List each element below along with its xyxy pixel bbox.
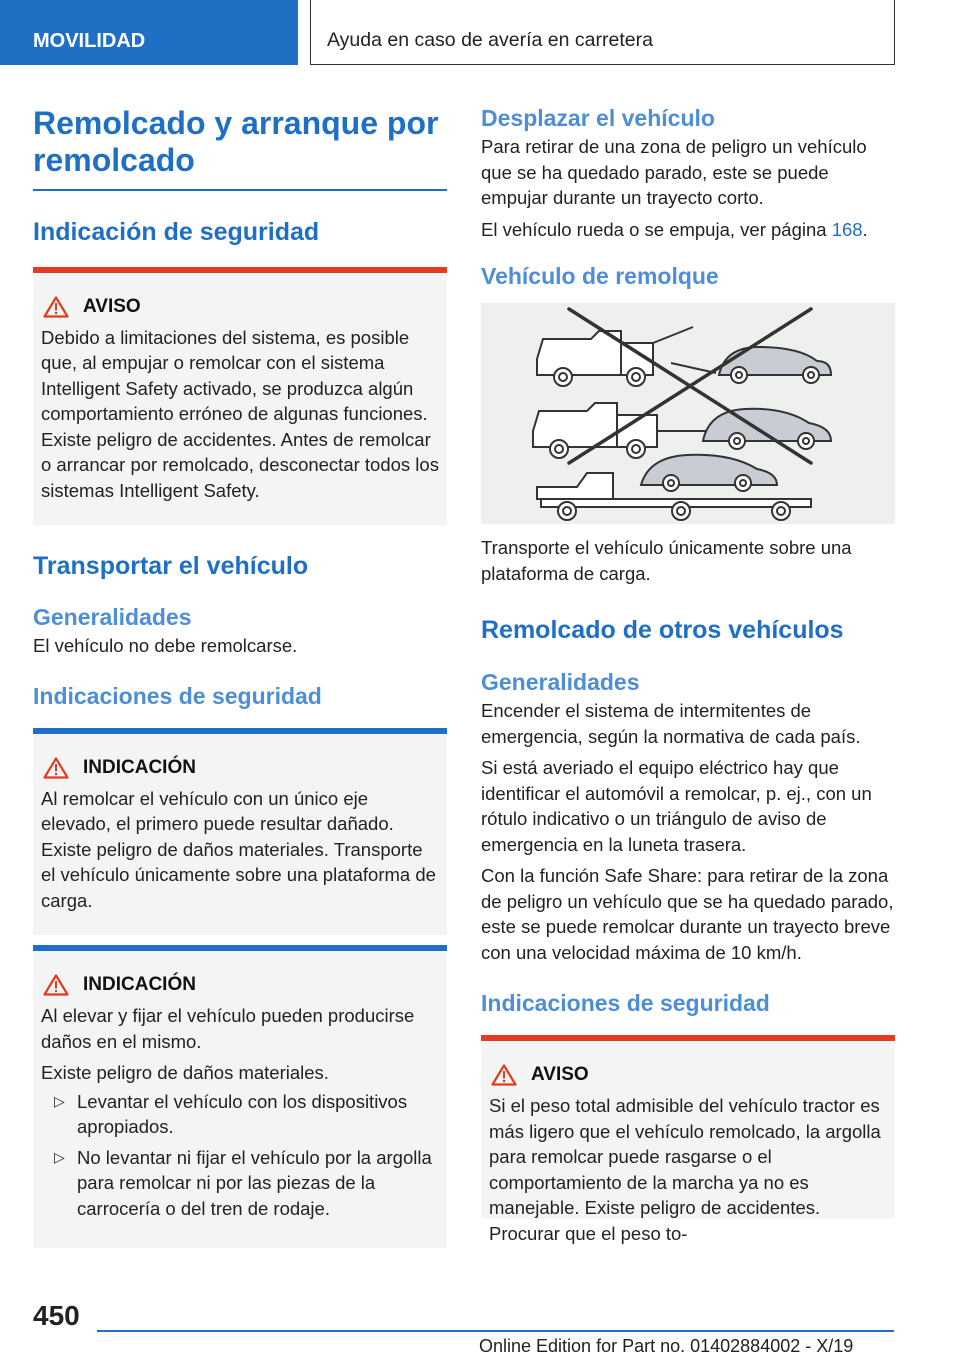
notice-text: Si el peso total admisible del vehículo tractor es más ligero que el vehículo remolcado, la argolla para remolcar puede rasgarse o el comportamiento de la marcha ya no es manejable. Existe peligro de accidentes. Procurar que el peso to- bbox=[489, 1095, 881, 1244]
page-number: 450 bbox=[33, 1300, 80, 1331]
general-text: Encender el sistema de intermitentes de emergencia, según la normativa de cada país. bbox=[481, 700, 861, 747]
general-text: El vehículo no debe remolcarse. bbox=[33, 635, 298, 656]
notice-title: AVISO bbox=[531, 1064, 589, 1085]
page-title: Remolcado y arranque por remolcado bbox=[33, 105, 439, 178]
heading-general: Generalidades bbox=[481, 669, 640, 695]
bullet-list bbox=[41, 1089, 439, 1222]
notice-title: INDICACIÓN bbox=[83, 756, 196, 778]
heading-safety-indications: Indicaciones de seguridad bbox=[33, 682, 322, 709]
section-tab: MOVILIDAD bbox=[0, 0, 298, 65]
warning-notice bbox=[481, 1035, 895, 1244]
towing-illustration bbox=[481, 303, 895, 524]
notice-text: Debido a limitaciones del sistema, es posible que, al empujar o remolcar con el sistema Intelligent Safety activado, se produzca algún comportamiento erróneo de algunas funciones. Existe peligro de accidentes. Antes de remolcar o arrancar por remolcado, desconectar todos los sistemas Intelligent Safety. bbox=[41, 326, 439, 501]
indication-notice bbox=[33, 728, 447, 936]
heading-safety-indications: Indicaciones de seguridad bbox=[481, 990, 770, 1016]
heading-tow-vehicle: Vehículo de remolque bbox=[481, 263, 719, 289]
heading-safety: Indicación de seguridad bbox=[33, 217, 320, 246]
warning-notice bbox=[33, 267, 447, 526]
general-text: Si está averiado el equipo eléctrico hay que identificar el automóvil a remolcar, p. ej., con un rótulo indicativo o un triángulo de aviso de emergencia en la luneta trasera. bbox=[481, 757, 872, 855]
bullet-triangle-icon: ▷ bbox=[54, 1092, 65, 1109]
list-item: ▷ Levantar el vehículo con los dispositivos apropiados. bbox=[41, 1089, 439, 1140]
towing-diagram bbox=[481, 303, 895, 524]
general-text: Con la función Safe Share: para retirar de la zona de peligro un vehículo que se ha quedado parado, este se puede remolcar durante un trayecto breve con una velocidad máxima de 10 km/h. bbox=[481, 865, 894, 963]
notice-text: Al remolcar el vehículo con un único eje elevado, el primero puede resultar dañado. Existe peligro de daños materiales. Transporte el vehículo únicamente sobre una plataforma de carga. bbox=[41, 787, 436, 911]
footer-rule bbox=[97, 1330, 894, 1332]
warning-triangle-icon bbox=[491, 1064, 517, 1086]
indication-notice bbox=[33, 945, 447, 1248]
warning-triangle-icon bbox=[43, 757, 69, 779]
footer-edition: Online Edition for Part no. 01402884002 - X/19 bbox=[479, 1336, 854, 1356]
warning-triangle-icon bbox=[43, 296, 69, 318]
right-column bbox=[481, 100, 895, 1244]
title-rule bbox=[33, 189, 447, 191]
bullet-triangle-icon: ▷ bbox=[54, 1148, 65, 1165]
notice-title: AVISO bbox=[83, 295, 141, 317]
chapter-title: Ayuda en caso de avería en carretera bbox=[310, 0, 895, 65]
list-item: ▷ No levantar ni fijar el vehículo por la argolla para remolcar ni por las piezas de la carrocería o del tren de rodaje. bbox=[41, 1145, 439, 1222]
left-column bbox=[33, 100, 447, 1248]
notice-text: Existe peligro de daños materiales. bbox=[41, 1062, 329, 1083]
move-text: Para retirar de una zona de peligro un vehículo que se ha quedado parado, este se puede empujar durante un trayecto corto. bbox=[481, 136, 867, 208]
heading-tow-others: Remolcado de otros vehículos bbox=[481, 616, 844, 644]
warning-triangle-icon bbox=[43, 974, 69, 996]
notice-text: Al elevar y fijar el vehículo pueden producirse daños en el mismo. bbox=[41, 1005, 415, 1052]
heading-general: Generalidades bbox=[33, 604, 192, 630]
notice-title: INDICACIÓN bbox=[83, 974, 196, 995]
page-link[interactable]: 168 bbox=[831, 218, 863, 240]
figure-caption: Transporte el vehículo únicamente sobre una plataforma de carga. bbox=[481, 537, 852, 584]
heading-transport: Transportar el vehículo bbox=[33, 552, 309, 580]
heading-move-vehicle: Desplazar el vehículo bbox=[481, 105, 715, 131]
move-reference: El vehículo rueda o se empuja, ver página 168. bbox=[481, 218, 868, 240]
